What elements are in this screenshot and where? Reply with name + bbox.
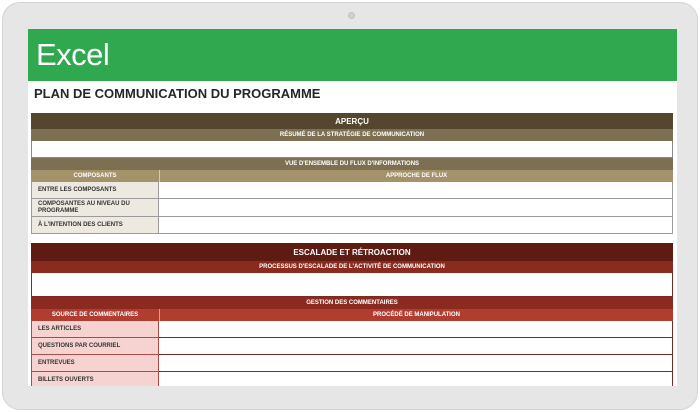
- handling-process-cell[interactable]: [159, 355, 673, 372]
- handling-process-cell[interactable]: [159, 372, 673, 386]
- overview-section: [31, 113, 673, 234]
- handling-process-cell[interactable]: [159, 338, 673, 355]
- escalation-process-header[interactable]: PROCESSUS D'ESCALADE DE L'ACTIVITÉ DE COMMUNICATION: [31, 261, 673, 273]
- strategy-cell[interactable]: [31, 141, 673, 158]
- table-row: [31, 321, 673, 338]
- escalation-section: [31, 243, 673, 386]
- row-label-program-level[interactable]: COMPOSANTES AU NIVEAU DU PROGRAMME: [31, 199, 159, 217]
- table-row: [31, 182, 673, 199]
- flow-approach-cell[interactable]: [159, 217, 673, 234]
- column-header-components[interactable]: COMPOSANTS: [73, 173, 117, 179]
- spreadsheet: [31, 113, 673, 386]
- row-label-articles[interactable]: LES ARTICLES: [31, 321, 159, 338]
- tablet-frame: [2, 2, 698, 410]
- row-label-client-facing[interactable]: À L'INTENTION DES CLIENTS: [31, 217, 159, 234]
- row-label-interviews[interactable]: ENTREVUES: [31, 355, 159, 372]
- page-title: PLAN DE COMMUNICATION DU PROGRAMME: [34, 86, 321, 101]
- escalation-process-cell[interactable]: [31, 273, 673, 297]
- screen: [28, 29, 677, 386]
- feedback-header[interactable]: GESTION DES COMMENTAIRES: [31, 297, 673, 309]
- table-row: [31, 199, 673, 217]
- row-label-between-components[interactable]: ENTRE LES COMPOSANTS: [31, 182, 159, 199]
- camera-dot: [348, 12, 355, 19]
- app-banner: [28, 29, 677, 81]
- flow-approach-cell[interactable]: [159, 182, 673, 199]
- column-header-handling-process[interactable]: PROCÉDÉ DE MANIPULATION: [159, 309, 673, 321]
- row-label-email-questions[interactable]: QUESTIONS PAR COURRIEL: [31, 338, 159, 355]
- escalation-title[interactable]: ESCALADE ET RÉTROACTION: [31, 243, 673, 261]
- table-row: [31, 338, 673, 355]
- handling-process-cell[interactable]: [159, 321, 673, 338]
- overview-title[interactable]: APERÇU: [31, 113, 673, 129]
- table-row: [31, 372, 673, 386]
- feedback-column-headers: [31, 309, 673, 321]
- flow-approach-cell[interactable]: [159, 199, 673, 217]
- table-row: [31, 355, 673, 372]
- flow-header[interactable]: VUE D'ENSEMBLE DU FLUX D'INFORMATIONS: [31, 158, 673, 170]
- column-header-flow-approach[interactable]: APPROCHE DE FLUX: [159, 170, 673, 182]
- column-header-feedback-source[interactable]: SOURCE DE COMMENTAIRES: [51, 312, 139, 318]
- table-row: [31, 217, 673, 234]
- overview-column-headers: [31, 170, 673, 182]
- strategy-header[interactable]: RÉSUMÉ DE LA STRATÉGIE DE COMMUNICATION: [31, 129, 673, 141]
- row-label-open-tickets[interactable]: BILLETS OUVERTS: [31, 372, 159, 386]
- app-brand: Excel: [36, 37, 110, 72]
